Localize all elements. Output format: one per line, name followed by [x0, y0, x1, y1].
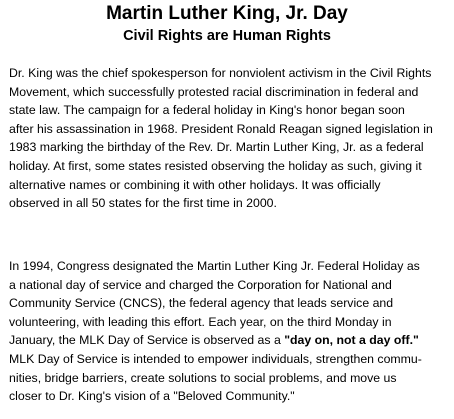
paragraph-line	[9, 331, 449, 350]
emphasis-slogan: "day on, not a day off."	[284, 333, 419, 348]
paragraph-day-of-service	[9, 257, 449, 406]
paragraph-line: state law. The campaign for a federal holiday in King's honor began soon	[9, 103, 405, 118]
paragraph-line: holiday. At first, some states resisted observing the holiday as such, giving it	[9, 158, 422, 173]
paragraph-line: observed in all 50 states for the first time in 2000.	[9, 196, 277, 211]
document-title: Martin Luther King, Jr. Day	[106, 3, 348, 24]
paragraph-line: nities, bridge barriers, create solutions to social problems, and move us	[9, 370, 397, 385]
paragraph-line: Community Service (CNCS), the federal agency that leads service and	[9, 296, 394, 311]
paragraph-line: In 1994, Congress designated the Martin Luther King Jr. Federal Holiday as	[9, 259, 420, 273]
paragraph-text: January, the MLK Day of Service is observed as a	[9, 333, 285, 348]
paragraph-line: volunteering, with leading this effort. Each year, on the third Monday in	[9, 314, 392, 329]
paragraph-line: 1983 marking the birthday of the Rev. Dr. Martin Luther King, Jr. as a federal	[9, 140, 424, 155]
paragraph-line: Movement, which successfully protested racial discrimination in federal and	[9, 84, 419, 99]
paragraph-line: after his assassination in 1968. President Ronald Reagan signed legislation in	[9, 121, 433, 136]
paragraph-line: alternative names or combining it with other holidays. It was officially	[9, 177, 381, 192]
document-subtitle: Civil Rights are Human Rights	[123, 28, 331, 44]
paragraph-line: closer to Dr. King's vision of a "Beloved Community."	[9, 389, 295, 404]
paragraph-history	[9, 64, 449, 213]
paragraph-line: a national day of service and charged the Corporation for National and	[9, 277, 392, 292]
paragraph-line: MLK Day of Service is intended to empower individuals, strengthen commu-	[9, 351, 422, 366]
paragraph-line: Dr. King was the chief spokesperson for nonviolent activism in the Civil Rights	[9, 66, 432, 80]
